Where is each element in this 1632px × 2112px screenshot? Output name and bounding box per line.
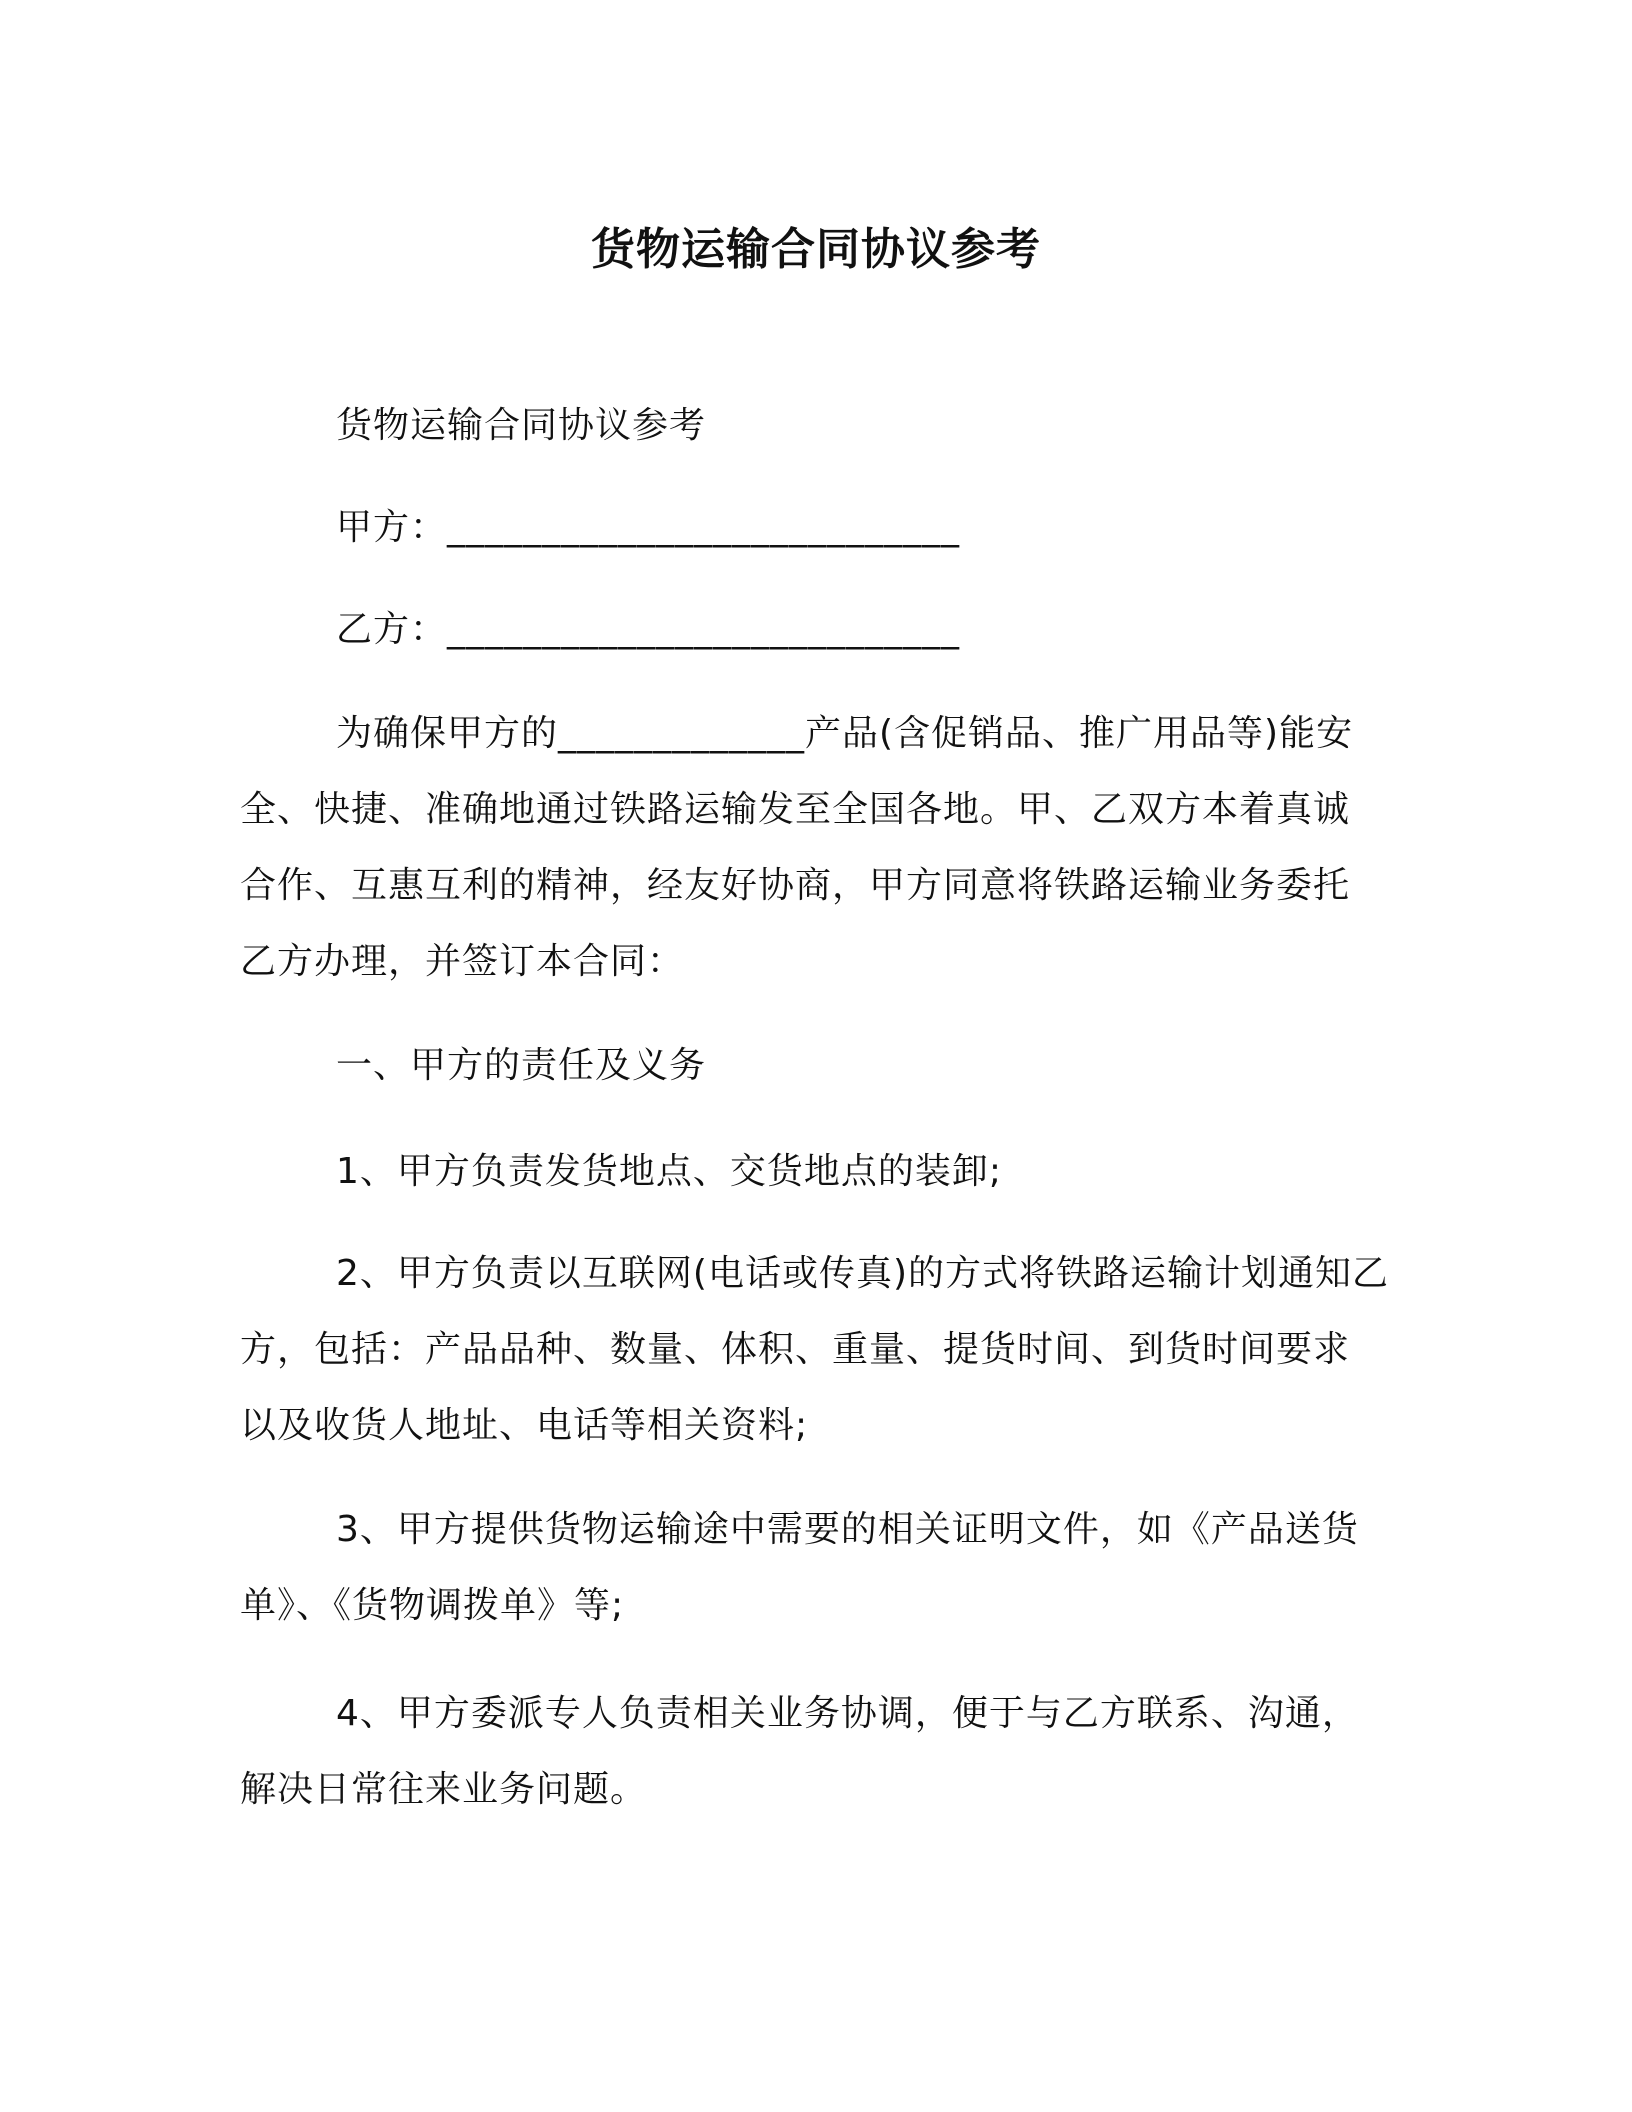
clause-line: 1、甲方负责发货地点、交货地点的装卸;: [336, 1151, 1003, 1192]
party-b-line: 乙方：___________________________: [336, 609, 961, 650]
clause-line: 单》、《货物调拨单》等;: [240, 1585, 625, 1626]
intro-line: 合作、互惠互利的精神，经友好协商，甲方同意将铁路运输业务委托: [240, 865, 1351, 906]
clause-line: 以及收货人地址、电话等相关资料;: [240, 1405, 809, 1446]
intro-line: 乙方办理，并签订本合同：: [240, 941, 685, 982]
clause-line: 解决日常往来业务问题。: [240, 1769, 648, 1810]
clause-line: 3、甲方提供货物运输途中需要的相关证明文件，如《产品送货: [336, 1509, 1359, 1550]
intro-line: 全、快捷、准确地通过铁路运输发至全国各地。甲、乙双方本着真诚: [240, 789, 1351, 830]
document-title: 货物运输合同协议参考: [591, 224, 1041, 275]
clause-4: [240, 1676, 1400, 1828]
clause-line: 方，包括：产品品种、数量、体积、重量、提货时间、到货时间要求: [240, 1329, 1351, 1370]
document-subtitle: 货物运输合同协议参考: [336, 405, 707, 446]
clause-3: [240, 1492, 1400, 1644]
party-a-line: 甲方：___________________________: [336, 507, 961, 548]
clause-1: [240, 1134, 1400, 1210]
clause-line: 2、甲方负责以互联网(电话或传真)的方式将铁路运输计划通知乙: [336, 1253, 1389, 1294]
section-heading: 一、甲方的责任及义务: [336, 1045, 707, 1086]
intro-line: 为确保甲方的_____________产品(含促销品、推广用品等)能安: [336, 713, 1354, 754]
clause-line: 4、甲方委派专人负责相关业务协调，便于与乙方联系、沟通，: [336, 1693, 1359, 1734]
intro-paragraph: [240, 696, 1400, 1000]
clause-2: [240, 1236, 1400, 1464]
